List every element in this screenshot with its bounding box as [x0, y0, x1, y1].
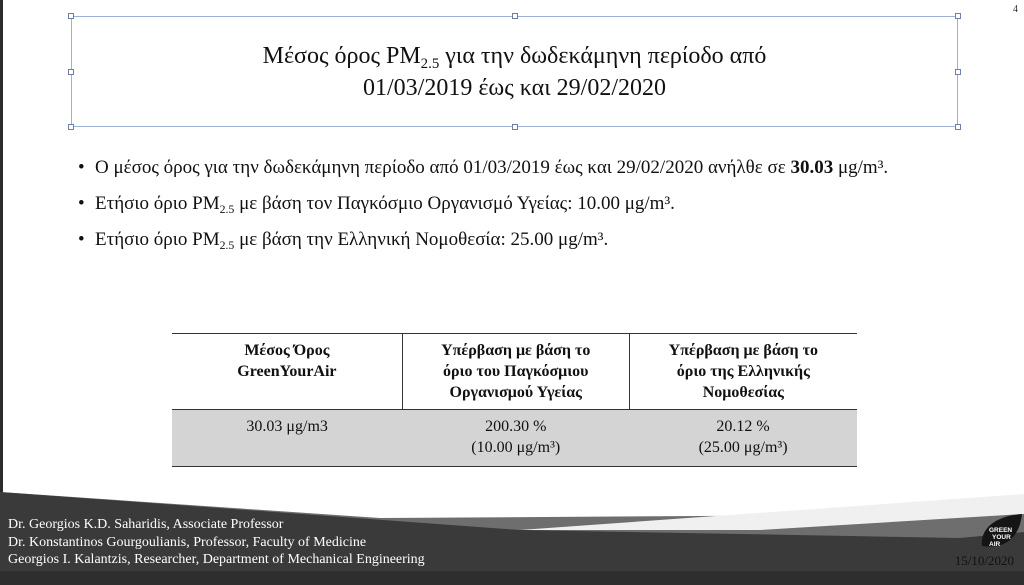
- exceedance-table: [172, 333, 857, 467]
- bullet-greek-limit: • Ετήσιο όριο $PM_{2.5}$ με βάση την Ελληνική Νομοθεσία: 25.00 μg/m³.: [78, 228, 978, 252]
- bottom-bar: [0, 571, 1024, 585]
- title-line-1: Μέσος όρος $PM_{2.5}$ για την δωδεκάμηνη περίοδο από: [262, 42, 767, 72]
- title-line-2: 01/03/2019 έως και 29/02/2020: [363, 74, 666, 101]
- cell-average: 30.03 μg/m3: [172, 410, 402, 467]
- resize-handle-bottom-right[interactable]: [955, 124, 961, 130]
- title-textbox[interactable]: [71, 16, 958, 127]
- resize-handle-right[interactable]: [955, 69, 961, 75]
- resize-handle-bottom[interactable]: [512, 124, 518, 130]
- author-1: Dr. Georgios K.D. Saharidis, Associate Professor: [8, 517, 284, 532]
- resize-handle-left[interactable]: [68, 69, 74, 75]
- bullet-list: [78, 156, 978, 264]
- bullet-who-limit: • Ετήσιο όριο $PM_{2.5}$ με βάση τον Παγκόσμιο Οργανισμό Υγείας: 10.00 μg/m³.: [78, 192, 978, 216]
- resize-handle-top[interactable]: [512, 13, 518, 19]
- resize-handle-top-right[interactable]: [955, 13, 961, 19]
- slide-date: 15/10/2020: [954, 553, 1014, 568]
- header-who-exceedance: Υπέρβαση με βάση το όριο του Παγκόσμιου Οργανισμού Υγείας: [402, 334, 629, 410]
- bullet-average: • Ο μέσος όρος για την δωδεκάμηνη περίοδο από 01/03/2019 έως και 29/02/2020 ανήλθε σε 30.03 μg/m³.: [78, 156, 978, 180]
- cell-who-exceedance: 200.30 % (10.00 μg/m³): [402, 410, 629, 467]
- table-row: [172, 410, 857, 467]
- cell-greek-exceedance: 20.12 % (25.00 μg/m³): [629, 410, 857, 467]
- header-average: Μέσος Όρος GreenYourAir: [172, 334, 402, 410]
- logo-text: GREEN YOUR AIR: [989, 527, 1013, 548]
- header-greek-exceedance: Υπέρβαση με βάση το όριο της Ελληνικής Νομοθεσίας: [629, 334, 857, 410]
- author-3: Georgios I. Kalantzis, Researcher, Department of Mechanical Engineering: [8, 552, 425, 567]
- author-list: [8, 516, 425, 569]
- page-number: 4: [1013, 4, 1018, 15]
- resize-handle-bottom-left[interactable]: [68, 124, 74, 130]
- table-header-row: [172, 334, 857, 410]
- author-2: Dr. Konstantinos Gourgoulianis, Professor, Faculty of Medicine: [8, 534, 367, 550]
- resize-handle-top-left[interactable]: [68, 13, 74, 19]
